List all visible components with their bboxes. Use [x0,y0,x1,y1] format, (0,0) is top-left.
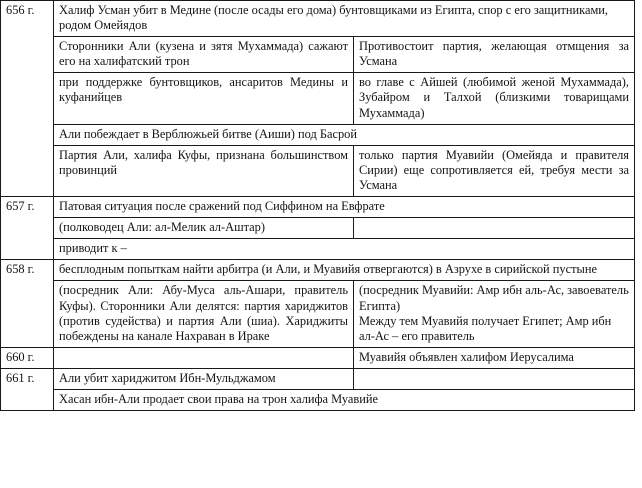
event-cell-right-empty [354,368,635,389]
event-cell-right: Противостоит партия, желающая отмщения за Усмана [354,37,635,73]
event-cell-full: Хасан ибн-Али продает свои права на трон халифа Муавийе [54,389,635,410]
blank-cell-filler [359,371,629,386]
table-row [1,368,635,389]
event-cell-right: во главе с Айшей (любимой женой Мухаммада), Зубайром и Талхой (близкими товарищами Мухаммада) [354,73,635,124]
table-row [1,281,635,347]
year-cell-658: 658 г. [1,260,54,347]
event-cell-left-empty [54,347,354,368]
table-row [1,1,635,37]
event-cell-right: только партия Муавийи (Омейяда и правителя Сирии) еще сопротивляется ей, требуя мести за Усмана [354,145,635,196]
event-cell-right [354,281,635,347]
table-row [1,197,635,218]
table-row [1,37,635,73]
blank-cell-filler [59,350,348,365]
event-cell-full: Али побеждает в Верблюжьей битве (Аиши) под Басрой [54,124,635,145]
year-cell-656: 656 г. [1,1,54,197]
table-body [1,1,635,411]
event-cell-right: Муавийя объявлен халифом Иерусалима [354,347,635,368]
table-row [1,124,635,145]
event-cell-left: Али убит хариджитом Ибн-Мульджамом [54,368,354,389]
event-cell-left: (посредник Али: Абу-Муса аль-Ашари, правитель Куфы). Сторонники Али делятся: партия хариджитов (против судейства) и партия Али (шиа). Хариджиты побеждены на канале Нахраван в Ираке [54,281,354,347]
year-cell-660: 660 г. [1,347,54,368]
table-row [1,239,635,260]
table-row [1,73,635,124]
event-cell-left: (полководец Али: ал-Мелик ал-Аштар) [54,218,354,239]
event-cell-right-empty [354,218,635,239]
event-line: (посредник Муавийи: Амр ибн аль-Ас, завоеватель Египта) [359,283,629,313]
event-cell-left: Сторонники Али (кузена и зятя Мухаммада) сажают его на халифатский трон [54,37,354,73]
event-cell-full: Патовая ситуация после сражений под Сиффином на Евфрате [54,197,635,218]
event-cell-left: Партия Али, халифа Куфы, признана большинством провинций [54,145,354,196]
table-row [1,218,635,239]
year-cell-657: 657 г. [1,197,54,260]
table-row [1,145,635,196]
event-line: Между тем Муавийя получает Египет; Амр ибн ал-Ас – его правитель [359,313,612,343]
blank-cell-filler [359,220,629,235]
event-cell-connector: приводит к – [54,239,635,260]
table-row [1,389,635,410]
event-cell-left: при поддержке бунтовщиков, ансаритов Медины и куфанийцев [54,73,354,124]
table-row [1,260,635,281]
event-cell-full: Халиф Усман убит в Медине (после осады его дома) бунтовщиками из Египта, спор с его защитниками, родом Омейядов [54,1,635,37]
table-row [1,347,635,368]
year-cell-661: 661 г. [1,368,54,410]
event-cell-full: бесплодным попыткам найти арбитра (и Али, и Муавийя отвергаются) в Азрухе в сирийской пустыне [54,260,635,281]
